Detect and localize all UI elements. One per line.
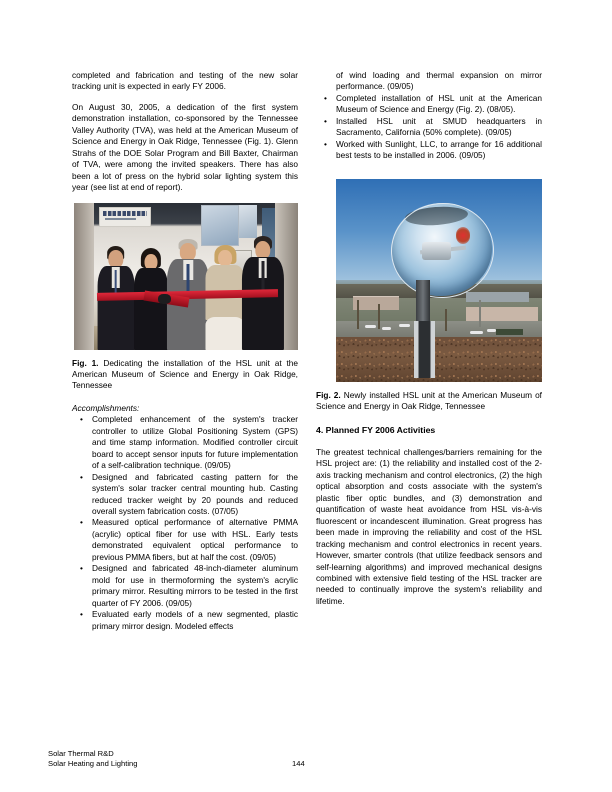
figure-1-caption-text: Dedicating the installation of the HSL unit at the American Museum of Science and Energy in Oak Ridge, Tennessee [72, 357, 298, 391]
bullet-icon: • [80, 414, 83, 425]
bullet-icon: • [324, 92, 327, 103]
list-item-text: Designed and fabricated casting pattern for the system's solar tracker central mounting hub. Casting reduced tracker weight by 20 pounds and reduced overall system fabrication costs. (07/05) [92, 471, 298, 516]
list-item [72, 472, 298, 518]
list-item [72, 414, 298, 471]
figure-2 [336, 179, 542, 382]
bullet-icon: • [324, 115, 327, 126]
left-accomplishments-list [72, 414, 298, 632]
bullet-icon: • [80, 563, 83, 574]
list-item-text: Completed installation of HSL unit at the American Museum of Science and Energy (Fig. 2). (08/05). [336, 92, 542, 115]
figure-1-image [74, 203, 298, 350]
list-item-text: Evaluated early models of a new segmented, plastic primary mirror design. Modeled effects [92, 609, 298, 631]
list-item-text: Worked with Sunlight, LLC, to arrange for 16 additional best tests to be installed in 2006. (09/05) [336, 138, 542, 161]
list-item [72, 609, 298, 632]
list-item [316, 139, 542, 162]
right-column [316, 70, 542, 616]
bullet-icon: • [324, 138, 327, 149]
list-item-text: Installed HSL unit at SMUD headquarters in Sacramento, California (50% complete). (09/05) [336, 115, 542, 138]
bullet-icon: • [80, 517, 83, 528]
list-item [72, 563, 298, 609]
list-item-text: of wind loading and thermal expansion on mirror performance. (09/05) [336, 70, 542, 92]
footer-line-1: Solar Thermal R&D [48, 749, 114, 758]
figure-2-caption [316, 390, 542, 413]
right-accomplishments-list [316, 70, 542, 162]
figure-2-caption-text: Newly installed HSL unit at the American Museum of Science and Energy in Oak Ridge, Tennessee [316, 389, 542, 412]
footer-line-2: Solar Heating and Lighting [48, 758, 138, 768]
bullet-icon: • [80, 609, 83, 620]
left-paragraph-2: On August 30, 2005, a dedication of the first system demonstration installation, co-sponsored by the Tennessee Valley Authority (TVA), was held at the American Museum of Science and Energy in Oak Ridge, Tennessee (Fig. 1). Glenn Strahs of the DOE Solar Program and Bill Baxter, Chairman of TVA, were among the invited speakers. There has also been a lot of press on the hybrid solar lighting system this year (see list at end of report). [72, 101, 298, 193]
figure-1 [74, 203, 298, 350]
section-paragraph: The greatest technical challenges/barriers remaining for the HSL project are: (1) the reliability and installed cost of the 2-axis tracking mechanism and control electronics, (2) the high optical absorption and costs associate with the system's plastic fiber optic bundles, and (3) demonstration and quantification of waste heat avoidance from HSL vis-à-vis fluorescent or incandescent illumination. Great progress has been made in improving the reliability and cost of the HSL tracking mechanism and control electronics in recent years. However, smarter controls (that utilize feedback sensors and self-learning algorithms) and improved mechanical designs combined with extensive field testing of the HSL tracker are needed to continually improve the system's reliability and lifetime. [316, 446, 542, 606]
list-item-continued [316, 70, 542, 93]
list-item [72, 517, 298, 563]
list-item-text: Measured optical performance of alternative PMMA (acrylic) optical fiber for use with HSL. Early tests demonstrated equivalent optical performance to previous PMMA fibers, but at half the cost. (09/05) [92, 517, 298, 562]
left-column [72, 70, 298, 632]
figure-2-image [336, 179, 542, 382]
figure-1-caption-label: Fig. 1. [72, 357, 99, 368]
page-number: 144 [292, 758, 305, 768]
left-paragraph-1: completed and fabrication and testing of the new solar tracking unit is expected in early FY 2006. [72, 70, 298, 92]
page-footer [48, 749, 564, 768]
list-item [316, 116, 542, 139]
figure-2-caption-label: Fig. 2. [316, 389, 341, 400]
footer-program-lines [48, 749, 138, 768]
list-item-text: Completed enhancement of the system's tracker controller to utilize Global Positioning System (GPS) and time stamp information. Modified controller circuit board to accept sensor inputs for future implementation of a self-calibration technique. (09/05) [92, 414, 298, 471]
list-item [316, 93, 542, 116]
figure-1-caption [72, 358, 298, 392]
section-heading-planned-activities: 4. Planned FY 2006 Activities [316, 424, 436, 435]
accomplishments-heading: Accomplishments: [72, 402, 140, 413]
list-item-text: Designed and fabricated 48-inch-diameter aluminum mold for use in thermoforming the system's acrylic primary mirror. Resulting mirrors to be tested in the first quarter of FY 2006. (09/05) [92, 563, 298, 608]
bullet-icon: • [80, 471, 83, 482]
